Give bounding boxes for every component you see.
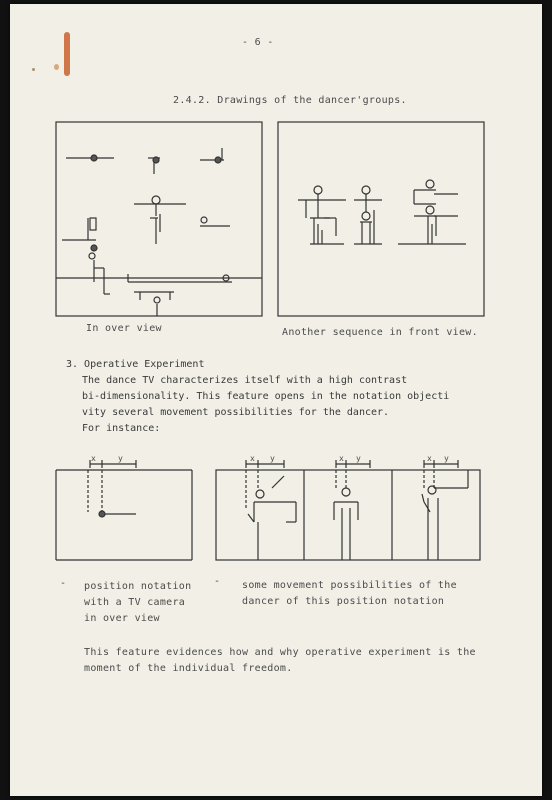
frontview-frame	[278, 122, 484, 316]
frontview-dancers	[298, 180, 466, 244]
note-line: some movement possibilities of the	[242, 580, 457, 591]
x-label: x	[427, 454, 433, 463]
overview-frame	[56, 122, 262, 316]
conclusion-line: This feature evidences how and why operative experiment is the	[84, 647, 476, 658]
overview-caption: In over view	[86, 323, 162, 334]
position-diagrams	[56, 460, 480, 560]
note-dash: -	[60, 578, 67, 589]
x-label: x	[339, 454, 345, 463]
note-line: in over view	[84, 613, 160, 624]
x-label: x	[250, 454, 256, 463]
operative-line: For instance:	[82, 423, 161, 434]
y-label: y	[118, 454, 124, 463]
note-line: dancer of this position notation	[242, 596, 445, 607]
y-label: y	[444, 454, 450, 463]
note-dash: -	[214, 576, 221, 587]
frontview-caption: Another sequence in front view.	[282, 327, 478, 338]
operative-heading: 3. Operative Experiment	[66, 359, 205, 370]
y-label: y	[356, 454, 362, 463]
operative-line: The dance TV characterizes itself with a high contrast	[82, 375, 408, 386]
section-heading: 2.4.2. Drawings of the dancer'groups.	[173, 95, 407, 106]
x-label: x	[91, 454, 97, 463]
document-page	[10, 4, 542, 796]
operative-line: bi-dimensionality. This feature opens in the notation objecti	[82, 391, 450, 402]
note-line: position notation	[84, 581, 192, 592]
conclusion-line: moment of the individual freedom.	[84, 663, 293, 674]
overview-dancers	[56, 148, 262, 316]
operative-line: vity several movement possibilities for the dancer.	[82, 407, 390, 418]
note-line: with a TV camera	[84, 597, 186, 608]
y-label: y	[270, 454, 276, 463]
page-number: - 6 -	[242, 37, 274, 48]
